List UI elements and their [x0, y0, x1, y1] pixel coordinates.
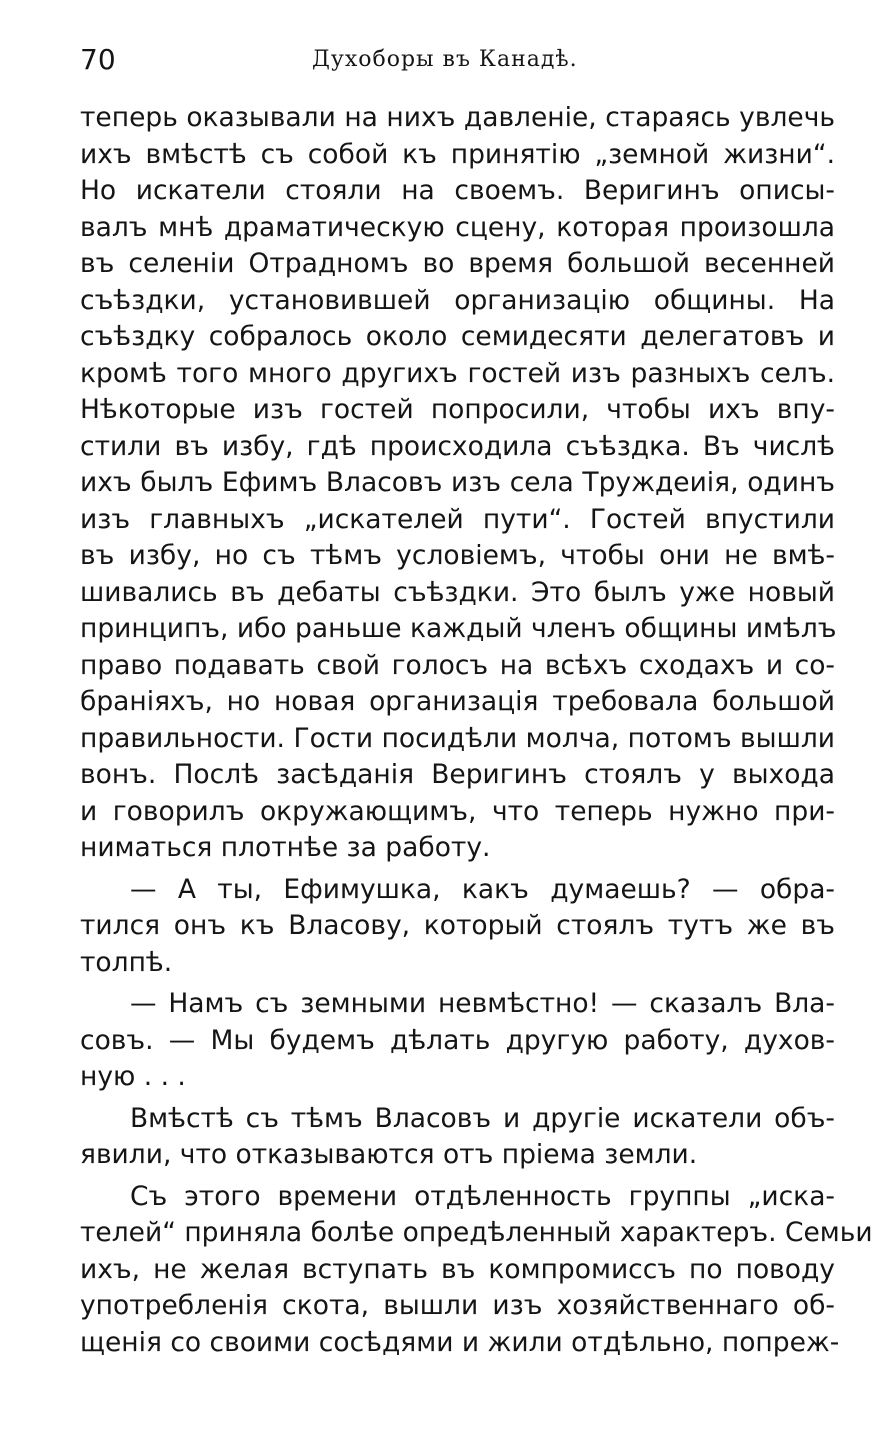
text-line: явили, что отказываются отъ пріема земли.	[80, 1139, 698, 1170]
text-line: и говорилъ окружающимъ, что теперь нужно при-	[80, 795, 835, 827]
text-line: вонъ. Послѣ засѣданія Веригинъ стоялъ у выхода	[80, 759, 835, 790]
text-line: Съ этого времени отдѣленность группы „иска-	[130, 1180, 835, 1212]
text-line: стили въ избу, гдѣ происходила съѣздка. Въ числѣ	[80, 430, 835, 462]
text-line: кромѣ того много другихъ гостей изъ разныхъ селъ.	[80, 357, 835, 389]
text-line: валъ мнѣ драматическую сцену, которая произошла	[80, 211, 835, 243]
paragraph	[80, 1179, 873, 1362]
paragraph	[80, 872, 835, 982]
text-line: ихъ былъ Ефимъ Власовъ изъ села Труждеиія, одинъ	[80, 467, 835, 498]
text-line: Вмѣстѣ съ тѣмъ Власовъ и другіе искатели объ-	[130, 1102, 835, 1134]
page-header	[80, 40, 835, 80]
text-line: принципъ, ибо раньше каждый членъ общины имѣлъ	[80, 613, 837, 644]
text-line: Но искатели стояли на своемъ. Веригинъ описы-	[80, 175, 835, 206]
text-line: шивались въ дебаты съѣздки. Это былъ уже новый	[80, 576, 835, 608]
text-line: ную . . .	[80, 1061, 186, 1092]
paragraph	[80, 100, 835, 867]
text-line: право подавать свой голосъ на всѣхъ сходахъ и со-	[80, 649, 835, 681]
text-line: употребленія скота, вышли изъ хозяйственнаго об-	[80, 1290, 835, 1321]
text-line: ихъ, не желая вступать въ компромиссъ по поводу	[80, 1253, 835, 1285]
text-line: ихъ вмѣстѣ съ собой къ принятію „земной жизни“.	[80, 138, 835, 170]
paragraph	[80, 1101, 835, 1174]
text-line: теперь оказывали на нихъ давленіе, стараясь увлечь	[80, 102, 835, 133]
text-line: съѣздку собралось около семидесяти делегатовъ и	[80, 321, 835, 352]
text-line: изъ главныхъ „искателей пути“. Гостей впустили	[80, 503, 835, 535]
text-line: съѣздки, установившей организацію общины. На	[80, 284, 835, 316]
text-line: ниматься плотнѣе за работу.	[80, 832, 491, 863]
text-line: совъ. — Мы будемъ дѣлать другую работу, духов-	[80, 1024, 835, 1056]
text-line: толпѣ.	[80, 946, 173, 978]
text-line: щенія со своими сосѣдями и жили отдѣльно, попреж-	[80, 1326, 840, 1358]
text-line: тился онъ къ Власову, который стоялъ тутъ же въ	[80, 910, 835, 941]
paragraph	[80, 986, 835, 1096]
text-line: браніяхъ, но новая организація требовала большой	[80, 686, 835, 717]
text-line: правильности. Гости посидѣли молча, потомъ вышли	[80, 722, 835, 754]
body-text	[80, 100, 873, 1361]
text-line: Нѣкоторые изъ гостей попросили, чтобы ихъ впу-	[80, 394, 835, 425]
text-line: — Намъ съ земными невмѣстно! — сказалъ Вла-	[130, 988, 835, 1019]
text-line: — А ты, Ефимушка, какъ думаешь? — обра-	[130, 873, 835, 905]
text-line: въ избу, но съ тѣмъ условіемъ, чтобы они не вмѣ-	[80, 540, 835, 571]
running-title: Духоборы въ Канадѣ.	[312, 47, 578, 72]
page-number: 70	[80, 43, 116, 76]
text-line: въ селеніи Отрадномъ во время большой весенней	[80, 248, 835, 279]
text-line: телей“ приняла болѣе опредѣленный характеръ. Семьи	[80, 1217, 873, 1248]
